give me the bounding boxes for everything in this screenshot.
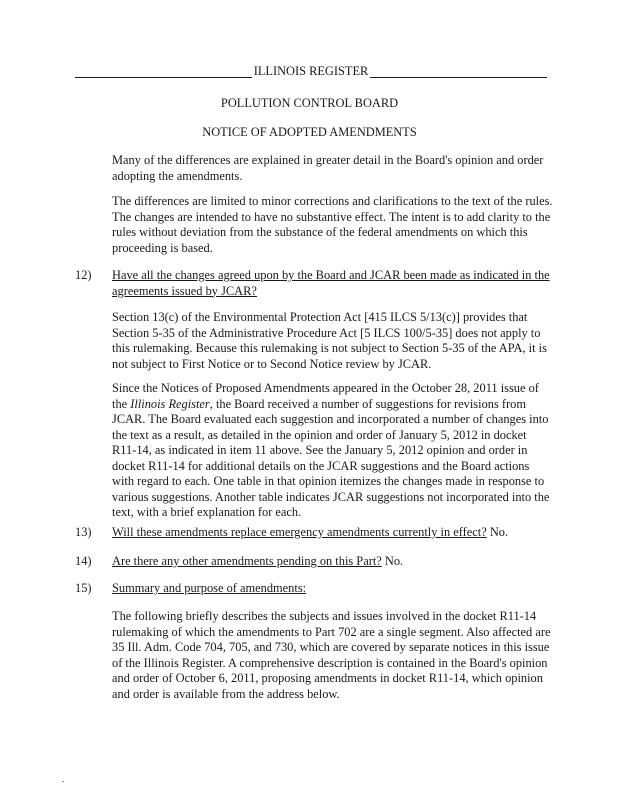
item-12-paragraph-2 [112, 381, 554, 521]
item-12-question [112, 268, 554, 299]
item-12-paragraph-1: Section 13(c) of the Environmental Protection Act [415 ILCS 5/13(c)] provides that Section 5-35 of the Administrative Procedure Act [5 ILCS 100/5-35] does not apply to this rulemaking. Because this rulemaking is not subject to Section 5-35 of the APA, it is not subject to First Notice or to Second Notice review by JCAR. [112, 310, 547, 371]
item-13-question: Will these amendments replace emergency amendments currently in effect? [112, 525, 487, 539]
item-13-number: 13) [75, 525, 92, 539]
register-title: ILLINOIS REGISTER [253, 64, 369, 78]
notice-title: NOTICE OF ADOPTED AMENDMENTS [202, 125, 417, 139]
item-15-paragraph-1: The following briefly describes the subjects and issues involved in the docket R11-14 rulemaking of which the amendments to Part 702 are a single segment. Also affected are 35 Ill. Adm. Code 704, 705, and 730, which are covered by separate notices in this issue of the Illinois Register. A comprehensive description is contained in the Board's opinion and order of October 6, 2011, proposing amendments in docket R11-14, which opinion and order is available from the address below. [112, 609, 551, 701]
item-15-question: Summary and purpose of amendments: [112, 581, 307, 595]
item-12-p2-start: Since the Notices of Proposed Amendments appeared in the October 28, 2011 issue of the [112, 381, 539, 411]
agency-name: POLLUTION CONTROL BOARD [220, 96, 399, 110]
item-14-line [112, 554, 554, 570]
intro-paragraph-2: The differences are limited to minor corrections and clarifications to the text of the rules. The changes are intended to have no substantive effect. The intent is to add clarity to the rules without deviation from the substance of the federal amendments on which this proceeding is based. [112, 194, 553, 255]
item-12-p2-italic: Illinois Register [130, 396, 210, 411]
item-14-question: Are there any other amendments pending on this Part? [112, 554, 382, 568]
item-12-number: 12) [75, 268, 92, 282]
item-14-number: 14) [75, 554, 92, 568]
intro-paragraph-1: Many of the differences are explained in greater detail in the Board's opinion and order adopting the amendments. [112, 153, 544, 183]
item-12-question-text: Have all the changes agreed upon by the Board and JCAR been made as indicated in the agreements issued by JCAR? [112, 268, 550, 298]
item-13-line [112, 525, 554, 541]
item-12-p2-rest: , the Board received a number of suggestions for revisions from JCAR. The Board evaluated each suggestion and incorporated a number of changes into the text as a result, as detailed in the opinion and order of January 5, 2012 in docket R11-14, as indicated in item 11 above. See the January 5, 2012 opinion and order in docket R11-14 for additional details on the JCAR suggestions and the Board actions with regard to each. One table in that opinion itemizes the changes made in response to various suggestions. Another table indicates JCAR suggestions not incorporated into the text, with a brief explanation for each. [112, 396, 550, 519]
item-13-answer: No. [489, 525, 509, 539]
item-15-number: 15) [75, 581, 92, 595]
register-header [75, 64, 547, 82]
page-mark: . [62, 774, 65, 784]
item-14-answer: No. [384, 554, 404, 568]
item-15-line [112, 581, 554, 597]
